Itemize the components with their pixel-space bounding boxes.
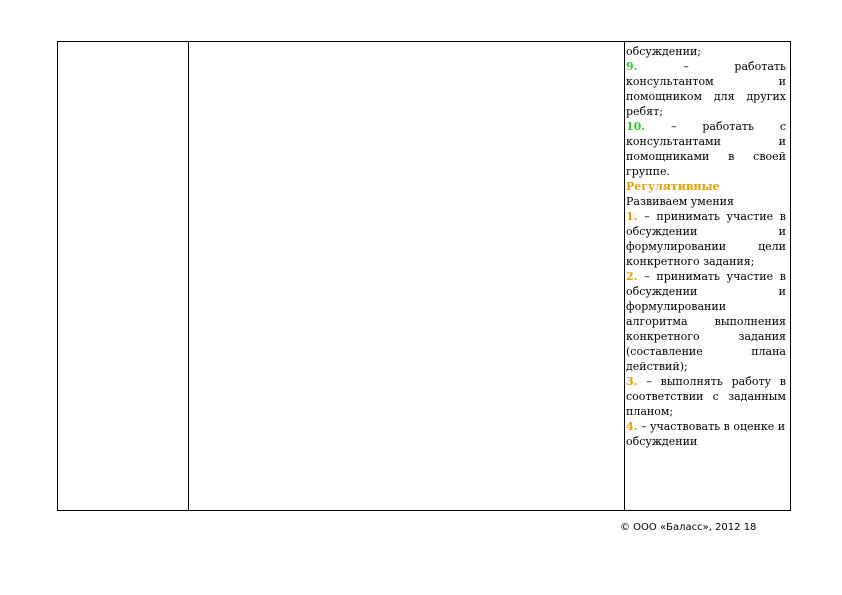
reg-item-4: 4. – участвовать в оценке и обсуждении xyxy=(626,420,786,448)
copyright-footer: © ООО «Баласс», 2012 18 xyxy=(620,522,757,533)
skill-item-9: 9. – работать консультантом и помощником для других ребят; xyxy=(626,60,786,118)
column-divider-2 xyxy=(624,42,625,510)
skill-item-10: 10. – работать с консультантами и помощниками в своей группе. xyxy=(626,120,786,178)
column-divider-1 xyxy=(188,42,189,510)
develop-skills: Развиваем умения xyxy=(626,195,734,208)
reg-item-3: 3. – выполнять работу в соответствии с заданным планом; xyxy=(626,375,786,418)
reg-item-2: 2. – принимать участие в обсуждении и формулировании алгоритма выполнения конкретного задания (составление плана действий); xyxy=(626,270,786,373)
reg-item-1: 1. – принимать участие в обсуждении и формулировании цели конкретного задания; xyxy=(626,210,786,268)
skills-column xyxy=(626,44,786,449)
regulative-heading: Регулятивные xyxy=(626,180,720,193)
lesson-table: № 7а (64 + 35) м сшили осталось 23 м ? м № 7б 36 я. вернулись дошли (2 + 11) я. ? я. обсуждении; 9. – работать консультантом и помощником для других ребят; 10. – работать с консультантами и помощниками в своей группе. Регулятивные Развиваем умения 1. – принимать участие в обсуждении и формулировании цели конкретного задания; 2. – принимать участие в обсуждении и формулировании алгоритма выполнения конкретного задания (составление плана действий); 3. – выполнять работу в соответствии с заданным планом; 4. – участвовать в оценке и обсуждении xyxy=(57,41,791,511)
right-line-0: обсуждении; xyxy=(626,45,701,58)
